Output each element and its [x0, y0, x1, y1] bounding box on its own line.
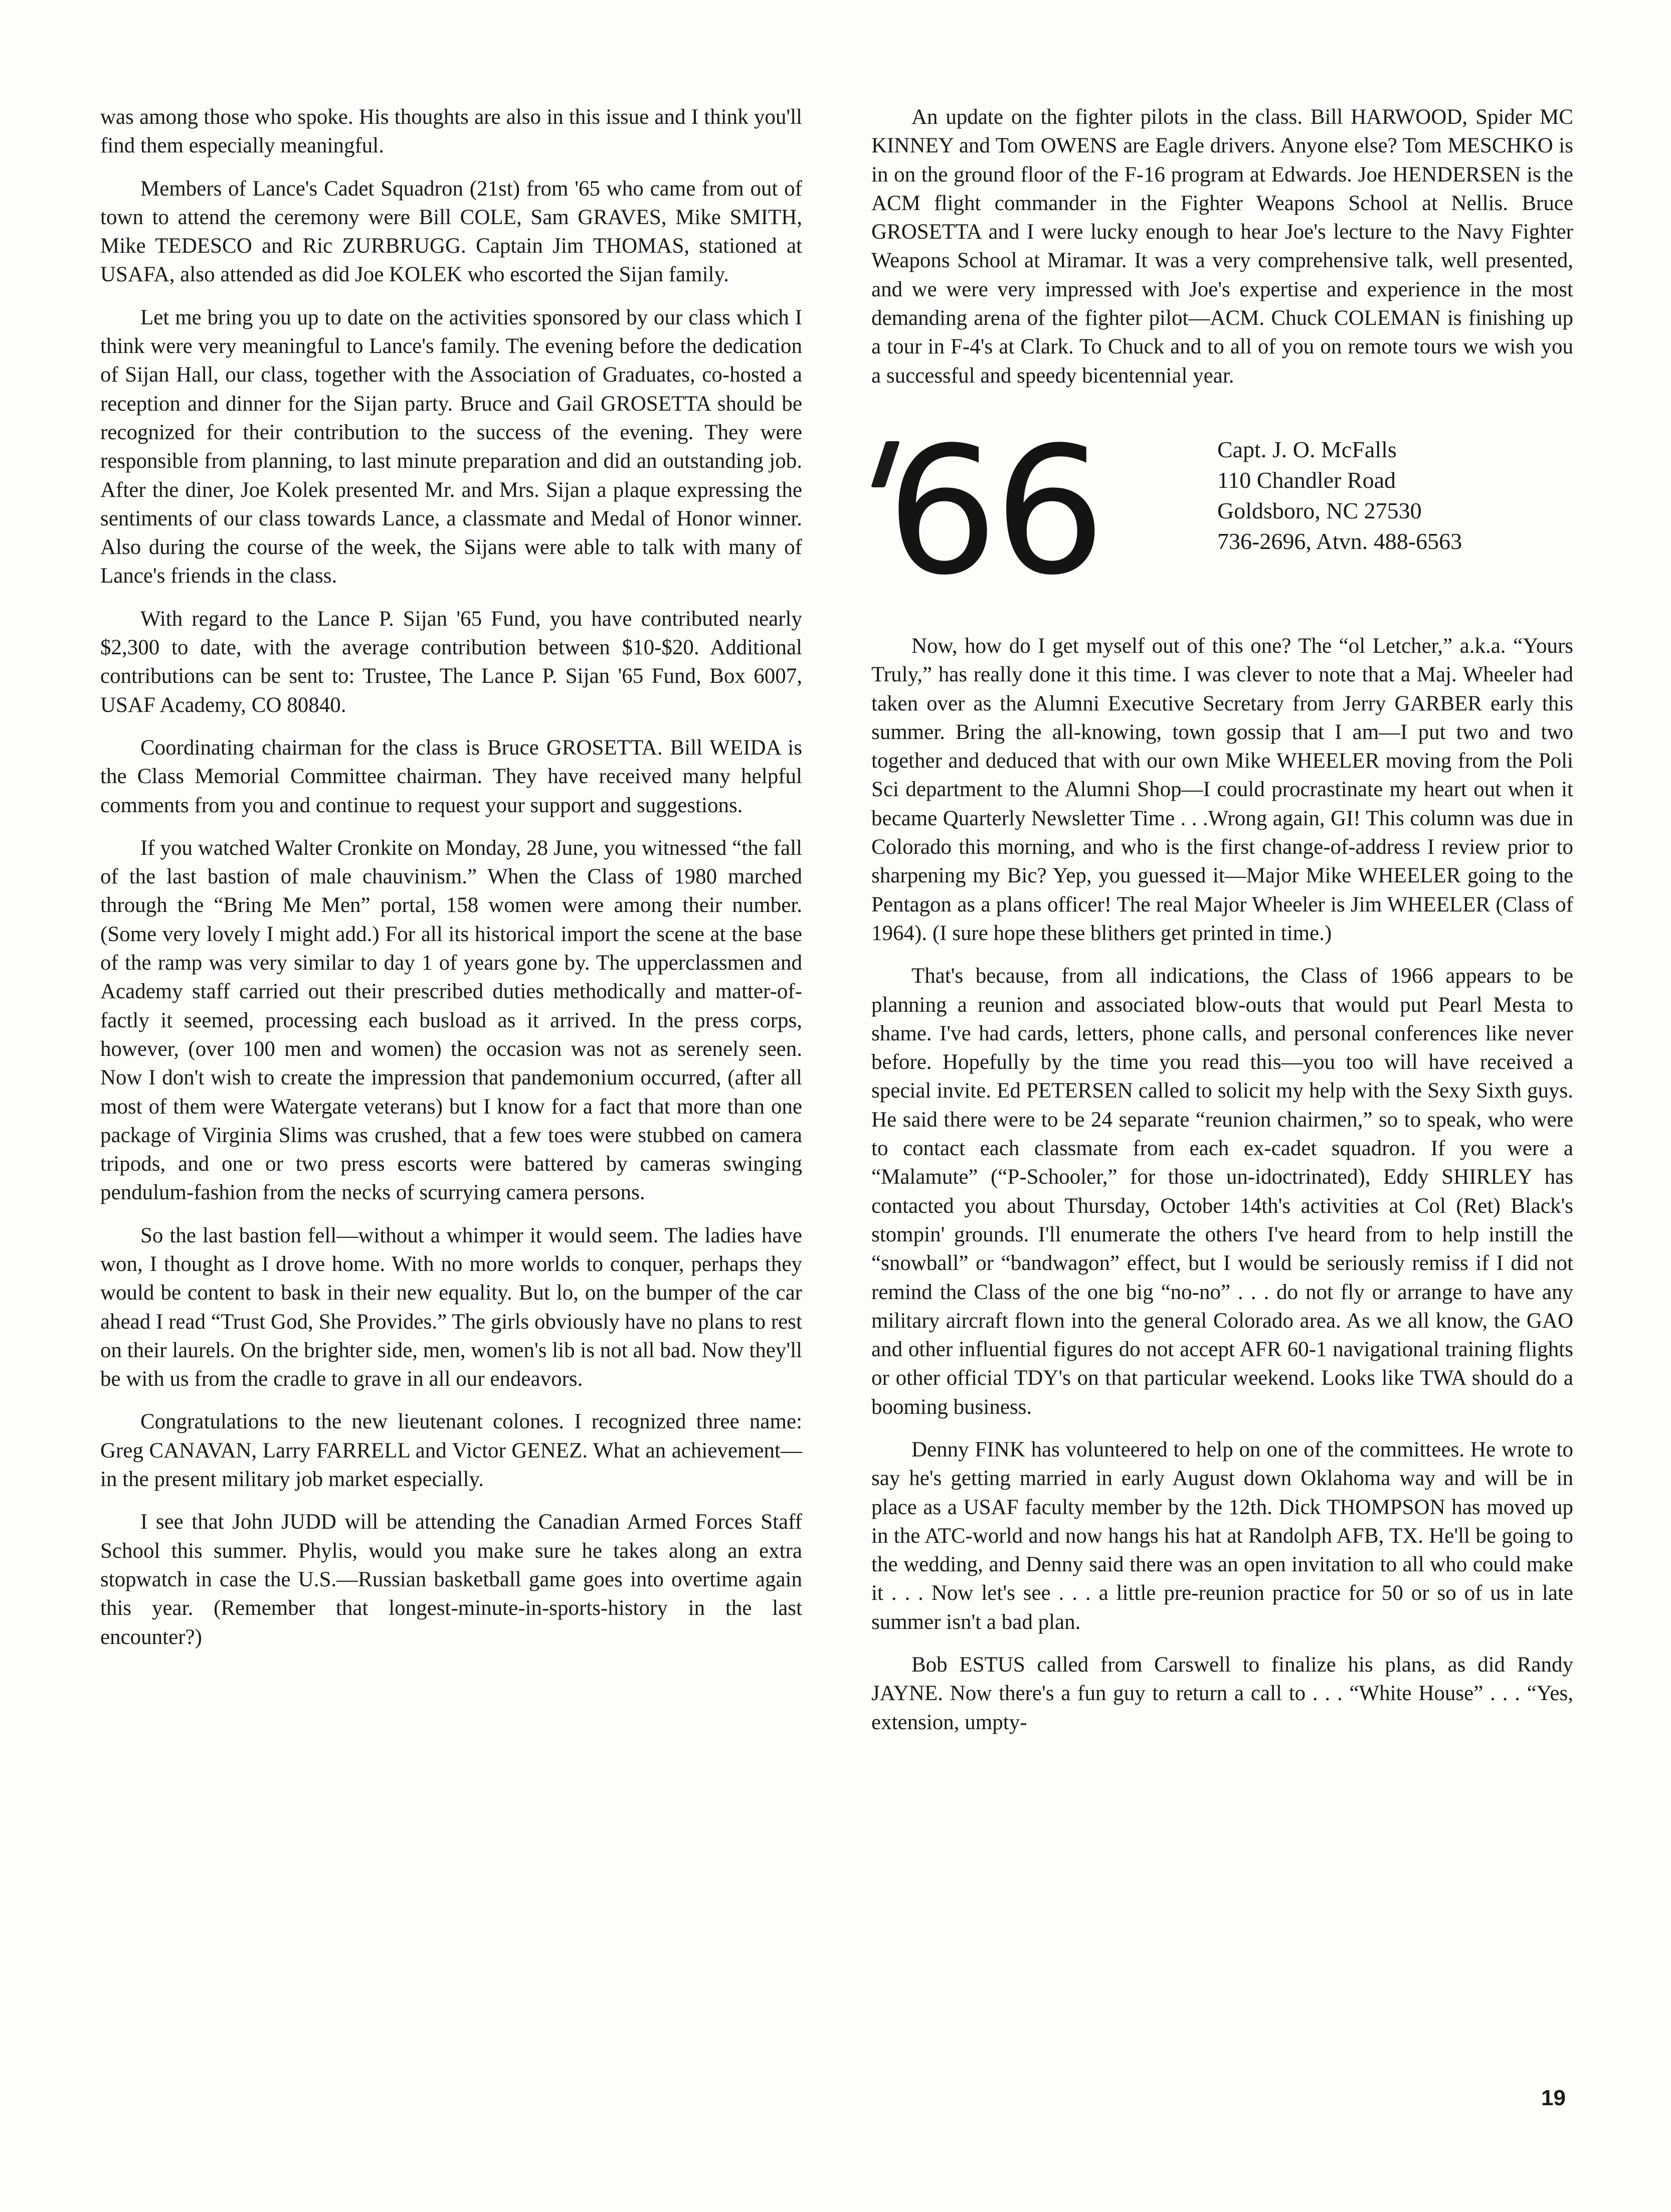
- contact-line: 736-2696, Atvn. 488-6563: [1217, 528, 1462, 554]
- paragraph: So the last bastion fell—without a whimper it would seem. The ladies have won, I thought as I drove home. With no more worlds to conquer, perhaps they would be content to bask in their new equality. But lo, on the bumper of the car ahead I read “Trust God, She Provides.” The girls obviously have no plans to rest on their laurels. On the brighter side, men, women's lib is not all bad. Now they'll be with us from the cradle to grave in all our endeavors.: [100, 1223, 802, 1391]
- paragraph: An update on the fighter pilots in the class. Bill HARWOOD, Spider MC KINNEY and Tom OWENS are Eagle drivers. Anyone else? Tom MESCHKO is in on the ground floor of the F-16 program at Edwards. Joe HENDERSEN is the ACM flight commander in the Fighter Weapons School at Nellis. Bruce GROSETTA and I were lucky enough to hear Joe's lecture to the Navy Fighter Weapons School at Miramar. It was a very comprehensive talk, well presented, and we were very impressed with Joe's expertise and experience in the most demanding arena of the fighter pilot—ACM. Chuck COLEMAN is finishing up a tour in F-4's at Clark. To Chuck and to all of you on remote tours we wish you a successful and speedy bicentennial year.: [871, 105, 1573, 388]
- paragraph: If you watched Walter Cronkite on Monday, 28 June, you witnessed “the fall of the last bastion of male chauvinism.” When the Class of 1980 marched through the “Bring Me Men” portal, 158 women were among their number. (Some very lovely I might add.) For all its historical import the scene at the base of the ramp was very similar to day 1 of years gone by. The upperclassmen and Academy staff carried out their prescribed duties methodically and matter-of-factly it seemed, processing each busload as it arrived. In the press corps, however, (over 100 men and women) the occasion was not as serenely seen. Now I don't wish to create the impression that pandemonium occurred, (after all most of them were Watergate veterans) but I know for a fact that more than one package of Virginia Slims was crushed, that a few toes were stubbed on camera tripods, and one or two press escorts were battered by cameras swinging pendulum-fashion from the necks of scurrying camera persons.: [100, 836, 802, 1205]
- paragraph: Bob ESTUS called from Carswell to finalize his plans, as did Randy JAYNE. Now there's a fun guy to return a call to . . . “White House” . . . “Yes, extension, umpty-: [871, 1653, 1573, 1734]
- class-secretary-contact: [1217, 434, 1462, 557]
- paragraph: was among those who spoke. His thoughts are also in this issue and I think you'll find them especially meaningful.: [100, 105, 802, 158]
- paragraph: That's because, from all indications, the Class of 1966 appears to be planning a reunion and associated blow-outs that would put Pearl Mesta to shame. I've had cards, letters, phone calls, and personal conferences like never before. Hopefully by the time you read this—you too will have received a special invite. Ed PETERSEN called to solicit my help with the Sexy Sixth guys. He said there were to be 24 separate “reunion chairmen,” so to speak, who were to contact each classmate from each ex-cadet squadron. If you were a “Malamute” (“P-Schooler,” for those un-idoctrinated), Eddy SHIRLEY has contacted you about Thursday, October 14th's activities at Col (Ret) Black's stompin' grounds. I'll enumerate the others I've heard from to help instill the “snowball” or “bandwagon” effect, but I would be seriously remiss if I did not remind the Class of the one big “no-no” . . . do not fly or arrange to have any military aircraft flown into the general Colorado area. As we all know, the GAO and other influential figures do not accept AFR 60-1 navigational training flights or other official TDY's on that particular weekend. Looks like TWA should do a booming business.: [871, 964, 1573, 1419]
- page-number: 19: [1541, 2086, 1566, 2110]
- contact-line: 110 Chandler Road: [1217, 467, 1396, 493]
- paragraph: Now, how do I get myself out of this one? The “ol Letcher,” a.k.a. “Yours Truly,” has really done it this time. I was clever to note that a Maj. Wheeler had taken over as the Alumni Executive Secretary from Jerry GARBER early this summer. Bring the all-knowing, town gossip that I am—I put two and two together and deduced that with our own Mike WHEELER moving from the Poli Sci department to the Alumni Shop—I could procrastinate my heart out when it became Quarterly Newsletter Time . . .Wrong again, GI! This column was due in Colorado this morning, and who is the first change-of-address I review prior to sharpening my Bic? Yep, you guessed it—Major Mike WHEELER going to the Pentagon as a plans officer! The real Major Wheeler is Jim WHEELER (Class of 1964). (I sure hope these blithers get printed in time.): [871, 634, 1573, 945]
- paragraph: Let me bring you up to date on the activities sponsored by our class which I think were very meaningful to Lance's family. The evening before the dedication of Sijan Hall, our class, together with the Association of Graduates, co-hosted a reception and dinner for the Sijan party. Bruce and Gail GROSETTA should be recognized for their contribution to the success of the evening. They were responsible from planning, to last minute preparation and did an outstanding job. After the diner, Joe Kolek presented Mr. and Mrs. Sijan a plaque expressing the sentiments of our class towards Lance, a classmate and Medal of Honor winner. Also during the course of the week, the Sijans were able to talk with many of Lance's friends in the class.: [100, 305, 802, 588]
- contact-line: Goldsboro, NC 27530: [1217, 497, 1422, 523]
- paragraph: With regard to the Lance P. Sijan '65 Fund, you have contributed nearly $2,300 to date, with the average contribution between $10-$20. Additional contributions can be sent to: Trustee, The Lance P. Sijan '65 Fund, Box 6007, USAF Academy, CO 80840.: [100, 607, 802, 717]
- paragraph: Congratulations to the new lieutenant colones. I recognized three name: Greg CANAVAN, Larry FARRELL and Victor GENEZ. What an achievement—in the present military job market especially.: [100, 1410, 802, 1492]
- right-column: [871, 103, 1573, 1737]
- contact-line: Capt. J. O. McFalls: [1217, 436, 1397, 462]
- class-year: 66: [886, 409, 1102, 614]
- left-column: [100, 103, 802, 1651]
- paragraph: Members of Lance's Cadet Squadron (21st) from '65 who came from out of town to attend the ceremony were Bill COLE, Sam GRAVES, Mike SMITH, Mike TEDESCO and Ric ZURBRUGG. Captain Jim THOMAS, stationed at USAFA, also attended as did Joe KOLEK who escorted the Sijan family.: [100, 176, 802, 287]
- paragraph: I see that John JUDD will be attending the Canadian Armed Forces Staff School this summer. Phylis, would you make sure he takes along an extra stopwatch in case the U.S.—Russian basketball game goes into overtime again this year. (Remember that longest-minute-in-sports-history in the last encounter?): [100, 1510, 802, 1649]
- paragraph: Denny FINK has volunteered to help on one of the committees. He wrote to say he's getting married in early August down Oklahoma way and will be in place as a USAF faculty member by the 12th. Dick THOMPSON has moved up in the ATC-world and now hangs his hat at Randolph AFB, TX. He'll be going to the wedding, and Denny said there was an open invitation to all who could make it . . . Now let's see . . . a little pre-reunion practice for 50 or so of us in late summer isn't a bad plan.: [871, 1437, 1573, 1634]
- class-header: [871, 409, 1573, 627]
- paragraph: Coordinating chairman for the class is Bruce GROSETTA. Bill WEIDA is the Class Memorial Committee chairman. They have received many helpful comments from you and continue to request your support and suggestions.: [100, 735, 802, 817]
